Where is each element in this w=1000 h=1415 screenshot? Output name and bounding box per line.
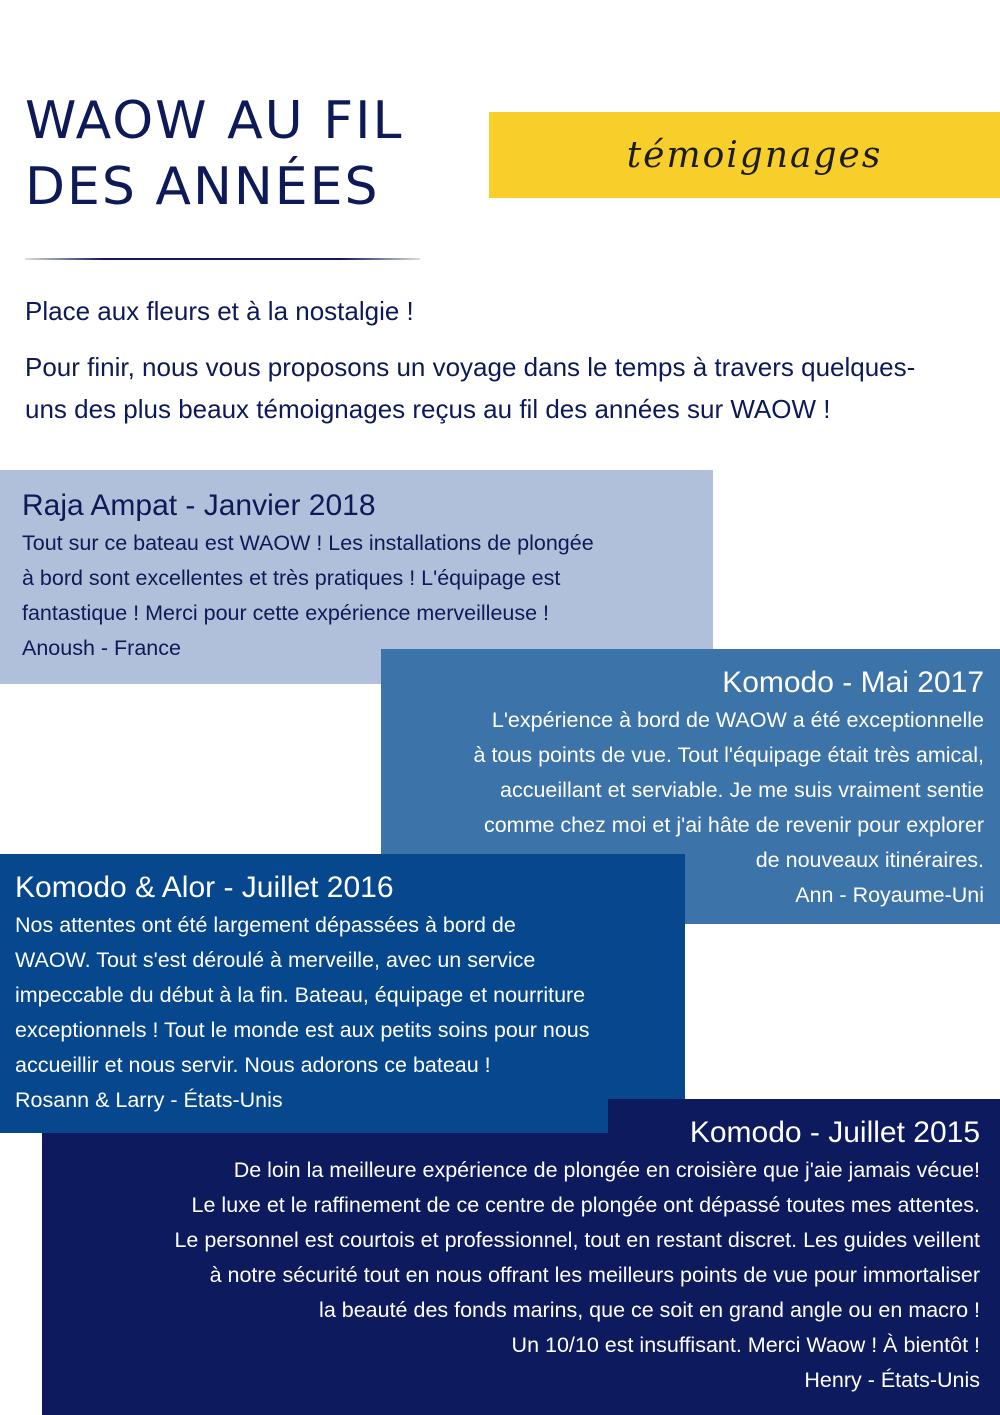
testimonial-line: Tout sur ce bateau est WAOW ! Les installations de plongée — [22, 531, 594, 555]
testimonial-line: accueillant et serviable. Je me suis vraiment sentie — [500, 778, 984, 802]
testimonial-line: la beauté des fonds marins, que ce soit en grand angle ou en macro ! — [319, 1298, 980, 1322]
testimonial-komodo-alor-2016 — [0, 854, 685, 1133]
testimonial-line: à tous points de vue. Tout l'équipage était très amical, — [473, 743, 984, 767]
testimonial-line: Le luxe et le raffinement de ce centre de plongée ont dépassé toutes mes attentes. — [191, 1193, 980, 1217]
testimonial-line: De loin la meilleure expérience de plongée en croisière que j'aie jamais vécue! — [233, 1158, 980, 1182]
testimonial-heading: Komodo - Juillet 2015 — [689, 1116, 980, 1149]
testimonial-signature: Henry - États-Unis — [804, 1368, 980, 1392]
testimonial-signature: Rosann & Larry - États-Unis — [15, 1088, 283, 1112]
testimonial-line: L'expérience à bord de WAOW a été exceptionnelle — [491, 708, 984, 732]
page-title-line-1: WAOW AU FIL — [25, 91, 404, 151]
section-tag-label: témoignages — [626, 134, 883, 176]
testimonial-line: à notre sécurité tout en nous offrant les meilleurs points de vue pour immortaliser — [209, 1263, 980, 1287]
testimonial-line: Le personnel est courtois et professionnel, tout en restant discret. Les guides veillent — [174, 1228, 980, 1252]
testimonial-heading: Komodo - Mai 2017 — [722, 666, 984, 699]
intro-text — [25, 290, 945, 444]
testimonial-line: Un 10/10 est insuffisant. Merci Waow ! À bientôt ! — [511, 1333, 980, 1357]
testimonial-line: exceptionnels ! Tout le monde est aux petits soins pour nous — [15, 1018, 590, 1042]
testimonial-line: impeccable du début à la fin. Bateau, équipage et nourriture — [15, 983, 586, 1007]
testimonial-line: Nos attentes ont été largement dépassées à bord de — [15, 913, 516, 937]
section-tag — [489, 112, 1000, 198]
testimonial-line: à bord sont excellentes et très pratiques ! L'équipage est — [22, 566, 561, 590]
testimonial-heading: Raja Ampat - Janvier 2018 — [22, 489, 376, 522]
page-title-line-2: DES ANNÉES — [25, 157, 380, 217]
testimonial-line: de nouveaux itinéraires. — [755, 848, 984, 872]
testimonial-line: fantastique ! Merci pour cette expérience merveilleuse ! — [22, 601, 550, 625]
testimonial-signature: Ann - Royaume-Uni — [795, 883, 984, 907]
testimonial-heading: Komodo & Alor - Juillet 2016 — [15, 871, 394, 904]
intro-line-1: Place aux fleurs et à la nostalgie ! — [25, 296, 414, 326]
intro-paragraph-2: Pour finir, nous vous proposons un voyage dans le temps à travers quelques-uns des plus beaux témoignages reçus au fil des années sur WAOW ! — [25, 352, 916, 424]
testimonial-komodo-2015 — [42, 1116, 1000, 1415]
testimonial-line: accueillir et nous servir. Nous adorons ce bateau ! — [15, 1053, 491, 1077]
testimonial-line: comme chez moi et j'ai hâte de revenir pour explorer — [483, 813, 984, 837]
page-title — [25, 88, 403, 220]
testimonial-signature: Anoush - France — [22, 636, 181, 660]
testimonial-line: WAOW. Tout s'est déroulé à merveille, avec un service — [15, 948, 536, 972]
title-divider — [25, 258, 420, 260]
